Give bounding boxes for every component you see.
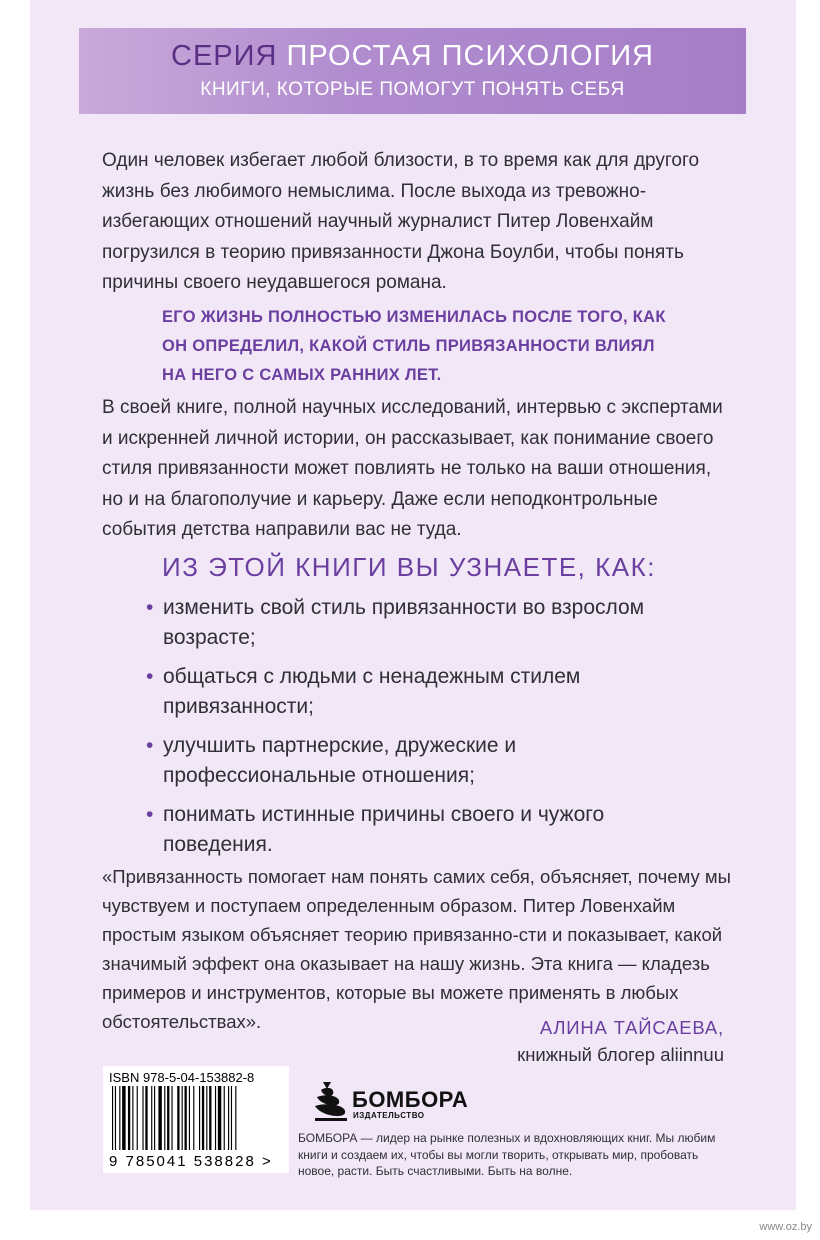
barcode-digits: 9 785041 538828 > xyxy=(109,1153,273,1170)
isbn-number: ISBN 978-5-04-153882-8 xyxy=(109,1070,255,1085)
barcode-bars xyxy=(108,1086,284,1152)
series-name: ПРОСТАЯ ПСИХОЛОГИЯ xyxy=(286,40,654,72)
watermark: www.oz.by xyxy=(759,1221,812,1233)
learn-list xyxy=(146,593,706,869)
list-item xyxy=(146,731,706,791)
intro-paragraph: Один человек избегает любой близости, в то время как для другого жизнь без любимого немыслима. После выхода из тревожно-избегающих отношений научный журналист Питер Ловенхайм погрузился в теорию привязанности Джона Боулби, чтобы понять причины своего неудавшегося романа. xyxy=(102,150,700,293)
description-paragraph: В своей книге, полной научных исследований, интервью с экспертами и искренней личной истории, он рассказывает, как понимание своего стиля привязанности может повлиять не только на ваши отношения, но и на благополучие и карьеру. Даже если неподконтрольные события детства направили вас не туда. xyxy=(102,397,723,540)
learn-heading: ИЗ ЭТОЙ КНИГИ ВЫ УЗНАЕТЕ, КАК: xyxy=(162,552,656,582)
series-subtitle: КНИГИ, КОТОРЫЕ ПОМОГУТ ПОНЯТЬ СЕБЯ xyxy=(200,79,625,100)
bullet-icon: • xyxy=(146,596,154,619)
bullet-icon: • xyxy=(146,734,154,757)
quote-author-role: книжный блогер aliinnuu xyxy=(517,1044,724,1065)
publisher-logo-name: БОМБОРА xyxy=(352,1087,469,1112)
list-item xyxy=(146,662,706,722)
list-item-text: понимать истинные причины своего и чужого поведения. xyxy=(163,803,605,856)
series-banner xyxy=(79,28,746,114)
publisher-blurb: БОМБОРА — лидер на рынке полезных и вдохновляющих книг. Мы любим книги и создаем их, чтобы вы могли творить, открывать мир, пробовать новое, расти. Быть счастливыми. Быть на волне. xyxy=(298,1131,716,1178)
list-item xyxy=(146,800,706,860)
publisher-logo-sub: ИЗДАТЕЛЬСТВО xyxy=(353,1111,425,1120)
highlight-callout: ЕГО ЖИЗНЬ ПОЛНОСТЬЮ ИЗМЕНИЛАСЬ ПОСЛЕ ТОГО, КАК ОН ОПРЕДЕЛИЛ, КАКОЙ СТИЛЬ ПРИВЯЗАННОСТИ ВЛИЯЛ НА НЕГО С САМЫХ РАННИХ ЛЕТ. xyxy=(162,308,666,384)
bullet-icon: • xyxy=(146,665,154,688)
quote-author: АЛИНА ТАЙСАЕВА, xyxy=(539,1017,724,1038)
series-title xyxy=(79,40,746,73)
isbn-barcode xyxy=(103,1066,289,1173)
list-item xyxy=(146,593,706,653)
series-word: СЕРИЯ xyxy=(171,40,278,72)
list-item-text: изменить свой стиль привязанности во взрослом возрасте; xyxy=(163,596,645,649)
list-item-text: улучшить партнерские, дружеские и профессиональные отношения; xyxy=(163,734,517,787)
bullet-icon: • xyxy=(146,803,154,826)
review-quote: «Привязанность помогает нам понять самих себя, объясняет, почему мы чувствуем и поступаем определенным образом. Питер Ловенхайм простым языком объясняет теорию привязанно-сти и показывает, какой значимый эффект она оказывает на нашу жизнь. Эта книга — кладезь примеров и инструментов, которые вы можете применять в любых обстоятельствах». xyxy=(102,866,731,1032)
list-item-text: общаться с людьми с ненадежным стилем привязанности; xyxy=(163,665,581,718)
bombora-logo-icon xyxy=(313,1080,349,1122)
